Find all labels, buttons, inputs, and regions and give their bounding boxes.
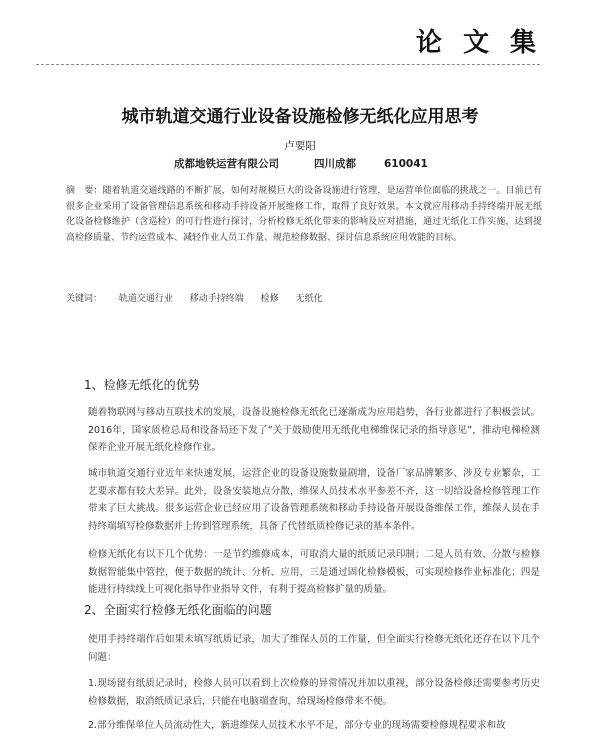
section-heading: 2、全面实行检修无纸化面临的问题 [84, 603, 272, 617]
paper-title: 城市轨道交通行业设备设施检修无纸化应用思考 [121, 107, 479, 127]
keywords [66, 291, 542, 304]
affiliation [174, 156, 474, 171]
paragraph: 1.现场留有纸质记录时，检修人员可以看到上次检修的异常情况并加以重视，部分设备检修还需要参考历史检修数据，取消纸质记录后，只能在电脑端查询，给现场检修带来不便。 [88, 678, 540, 707]
header-rule [36, 64, 540, 65]
author: 卢要阳 [284, 140, 316, 152]
paragraph: 城市轨道交通行业近年来快速发展，运营企业的设备设施数量剧增，设备厂家品牌繁多、涉及专业繁杂，工艺要求都有较大差异。此外，设备安装地点分散，维保人员技术水平参差不齐，这一切给设备检修管理工作带来了巨大挑战。很多运营企业已经应用了设备管理系统和移动手持设备开展设备维保工作，维保人员在手持终端填写检修数据并上传到管理系统，具备了代替纸质检修记录的基本条件。 [88, 468, 540, 532]
section-heading: 1、检修无纸化的优势 [84, 378, 200, 392]
paragraph: 2.部分维保单位人员流动性大，新进维保人员技术水平不足，部分专业的现场需要检修规程要求和故 [88, 720, 506, 731]
affiliation-place: 四川成都 [314, 158, 356, 170]
paragraph: 随着物联网与移动互联技术的发展，设备设施检修无纸化已逐渐成为应用趋势，各行业都进行了积极尝试。2016年，国家质检总局和设备局还下发了“关于鼓励使用无纸化电梯维保记录的指导意见”，推动电梯检测保养企业开展无纸化检修作业。 [88, 407, 540, 453]
keyword: 无纸化 [295, 294, 323, 304]
keyword: 移动手持终端 [189, 294, 244, 304]
paragraph: 检修无纸化有以下几个优势：一是节约维修成本，可取消大量的纸质记录印制；二是人员有效、分散与检修数据智能集中管控，便于数据的统计、分析、应用，三是通过固化检修模板，可实现检修作业标准化；四是能进行持续线上可视化指导作业指导文件，有利于提高检修扩量的质量。 [88, 549, 540, 595]
keyword: 检修 [260, 294, 279, 304]
journal-name: 论 文 集 [415, 28, 542, 58]
affiliation-postcode: 610041 [384, 158, 428, 170]
keyword: 轨道交通行业 [118, 294, 173, 304]
keywords-label: 关键词： [66, 294, 103, 304]
paragraph: 使用手持终端作后如果未填写纸质记录，加大了维保人员的工作量，但全面实行检修无纸化还存在以下几个问题： [88, 634, 540, 663]
abstract: 摘 要：随着轨道交通线路的不断扩展，如何对规模巨大的设备设施进行管理，是运营单位面临的挑战之一。目前已有很多企业采用了设备管理信息系统和移动手持设备开展维修工作，取得了良好效果。本文就应用移动手持终端开展无纸化设备检修维护（含巡检）的可行性进行探讨，分析检修无纸化带来的影响及应对措施，通过无纸化工作实施，达到提高检修质量、节约运营成本、减轻作业人员工作量、规范检修数据、探讨信息系统应用效能的目标。 [66, 186, 542, 243]
affiliation-org: 成都地铁运营有限公司 [174, 158, 279, 170]
